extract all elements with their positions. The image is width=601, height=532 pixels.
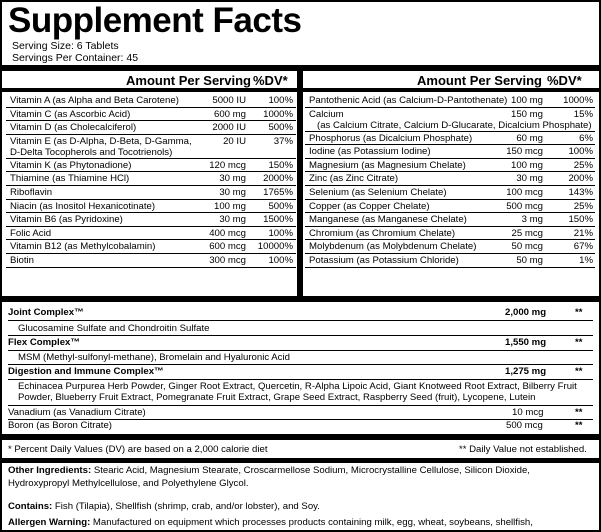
nutrient-row: [6, 159, 296, 173]
nutrient-amount: 30 mg: [516, 173, 543, 185]
nutrient-amount: 100 mg: [511, 159, 543, 171]
nutrient-name: Magnesium (as Magnesium Chelate): [309, 159, 466, 171]
nutrient-name: Biotin: [10, 255, 34, 266]
nutrient-name-cont: D-Delta Tocopherols and Tocotrienols): [10, 146, 173, 158]
nutrient-name: Vitamin B12 (as Methylcobalamin): [10, 241, 156, 253]
nutrient-row: [305, 240, 595, 254]
nutrient-row: [6, 94, 296, 108]
nutrient-row: [6, 213, 296, 227]
nutrient-row: [6, 254, 296, 268]
blend-amount: 1,275 mg: [505, 366, 547, 377]
footnote-divider: [2, 458, 599, 463]
nutrient-name: Molybdenum (as Molybdenum Chelate): [309, 241, 477, 253]
blend-digestion: [8, 364, 593, 380]
nutrient-name: Chromium (as Chromium Chelate): [309, 227, 456, 239]
blend-dv: **: [575, 307, 583, 318]
nutrient-amount: 100 mg: [214, 200, 246, 212]
allergen-label: Allergen Warning:: [8, 517, 91, 528]
nutrient-amount: 2000 IU: [212, 122, 246, 134]
mineral-name: Vanadium (as Vanadium Citrate): [8, 407, 146, 418]
nutrient-name: Vitamin K (as Phytonadione): [10, 159, 132, 171]
contains-label: Contains:: [8, 501, 53, 512]
nutrient-name: Vitamin D (as Cholecalciferol): [10, 122, 137, 134]
nutrient-row: [305, 132, 595, 146]
nutrient-row: [6, 240, 296, 254]
nutrient-dv: 500%: [268, 122, 293, 134]
nutrient-name: Vitamin E (as D-Alpha, D-Beta, D-Gamma,: [10, 135, 192, 147]
nutrient-amount: 400 mcg: [209, 227, 246, 239]
nutrient-row: [305, 172, 595, 186]
blend-joint: [8, 305, 593, 321]
blend-amount: 1,550 mg: [505, 337, 547, 348]
other-ingredients-text-2: Hydroxypropyl Methylcellulose, and Polyethylene Glycol.: [8, 478, 249, 489]
nutrient-amount: 100 mg: [511, 95, 543, 106]
nutrient-row: [305, 145, 595, 159]
blend-name: Digestion and Immune Complex™: [8, 366, 164, 377]
column-divider: [297, 71, 303, 296]
nutrient-row: [6, 186, 296, 200]
right-amount-header: Amount Per Serving: [417, 73, 542, 88]
mineral-amount: 10 mcg: [512, 407, 544, 418]
nutrient-amount: 20 IU: [223, 135, 246, 147]
nutrient-name: Vitamin A (as Alpha and Beta Carotene): [10, 95, 179, 106]
nutrient-name: Copper (as Copper Chelate): [309, 200, 430, 212]
nutrient-dv: 143%: [568, 187, 593, 198]
nutrient-row: [6, 108, 296, 122]
blend-description: Powder, Blueberry Fruit Extract, Pomegranate Fruit Extract, Grape Seed Extract, Raspberry Seed (fruit), Lycopene, Lutein: [18, 392, 536, 403]
nutrient-row: [305, 186, 595, 200]
contains: [8, 500, 593, 513]
nutrient-name: Niacin (as Inositol Hexanicotinate): [10, 200, 156, 212]
contains-text: Fish (Tilapia), Shellfish (shrimp, crab, and/or lobster), and Soy.: [52, 501, 320, 512]
nutrient-amount: 100 mcg: [506, 187, 543, 198]
nutrient-row: [6, 200, 296, 214]
nutrient-dv: 150%: [568, 214, 593, 226]
other-ingredients-text: Stearic Acid, Magnesium Stearate, Croscarmellose Sodium, Microcrystalline Cellulose, Silicon Dioxide,: [91, 465, 530, 476]
blend-description: Glucosamine Sulfate and Chondroitin Sulfate: [18, 323, 210, 334]
other-ingredients-label: Other Ingredients:: [8, 465, 92, 476]
nutrient-name: Thiamine (as Thiamine HCl): [10, 173, 130, 185]
nutrient-row: [305, 200, 595, 214]
mineral-boron: [8, 419, 593, 432]
nutrient-amount: 150 mg: [511, 108, 543, 120]
header-underline: [2, 88, 599, 92]
nutrient-row: [6, 121, 296, 135]
mineral-name: Boron (as Boron Citrate): [8, 420, 112, 431]
nutrient-name: Selenium (as Selenium Chelate): [309, 187, 447, 198]
right-dv-header: %DV*: [547, 73, 582, 88]
nutrient-row: [305, 227, 595, 241]
nutrient-name: Potassium (as Potassium Chloride): [309, 255, 459, 266]
nutrient-dv: 100%: [268, 227, 293, 239]
nutrient-amount: 600 mg: [214, 108, 246, 120]
nutrient-row: [6, 172, 296, 186]
nutrient-row: [6, 227, 296, 241]
nutrient-dv: 1000%: [263, 108, 293, 120]
nutrient-dv: 1000%: [563, 95, 593, 106]
nutrient-dv: 100%: [268, 255, 293, 266]
other-ingredients: [8, 464, 593, 492]
footnote-dv: * Percent Daily Values (DV) are based on a 2,000 calorie diet: [8, 444, 268, 455]
supplement-facts-panel: [2, 2, 599, 530]
nutrient-amount: 300 mcg: [209, 255, 246, 266]
footnote-not-established: ** Daily Value not established.: [459, 444, 587, 455]
nutrient-dv: 500%: [268, 200, 293, 212]
nutrient-amount: 3 mg: [521, 214, 543, 226]
left-dv-header: %DV*: [253, 73, 288, 88]
mineral-vanadium: [8, 405, 593, 420]
panel-title: Supplement Facts: [8, 2, 302, 40]
nutrient-dv: 37%: [273, 135, 293, 147]
nutrient-dv: 25%: [573, 200, 593, 212]
vitamins-column: [6, 71, 296, 296]
nutrient-dv: 10000%: [257, 241, 293, 253]
nutrient-dv: 25%: [573, 159, 593, 171]
nutrient-dv: 1765%: [263, 187, 293, 198]
nutrient-dv: 1%: [579, 255, 593, 266]
nutrient-name: Vitamin B6 (as Pyridoxine): [10, 214, 123, 226]
nutrient-dv: 21%: [573, 227, 593, 239]
nutrient-name: Calcium: [309, 108, 344, 120]
nutrient-dv: 100%: [268, 95, 293, 106]
allergen-text: Manufactured on equipment which processes products containing milk, egg, wheat, soybeans, shellfish,: [90, 517, 533, 528]
nutrient-dv: 6%: [579, 132, 593, 144]
servings-per-container: Servings Per Container: 45: [12, 52, 139, 64]
mineral-dv: **: [575, 407, 583, 418]
mineral-dv: **: [575, 420, 583, 431]
nutrient-amount: 120 mcg: [209, 159, 246, 171]
blend-name: Joint Complex™: [8, 307, 84, 318]
blends-bottom-divider: [2, 434, 599, 440]
nutrient-amount: 50 mcg: [511, 241, 543, 253]
nutrient-row: [305, 213, 595, 227]
nutrient-dv: 2000%: [263, 173, 293, 185]
nutrient-row: [305, 108, 595, 132]
nutrient-amount: 500 mcg: [506, 200, 543, 212]
nutrient-amount: 30 mg: [219, 214, 246, 226]
vitamins-bottom-divider: [2, 296, 599, 302]
blend-dv: **: [575, 366, 583, 377]
nutrient-row: [305, 159, 595, 173]
nutrient-name: Vitamin C (as Ascorbic Acid): [10, 108, 131, 120]
nutrient-row: [305, 94, 595, 108]
mineral-amount: 500 mcg: [506, 420, 543, 431]
nutrient-dv: 67%: [573, 241, 593, 253]
blend-name: Flex Complex™: [8, 337, 80, 348]
blend-dv: **: [575, 337, 583, 348]
nutrient-amount: 5000 IU: [212, 95, 246, 106]
nutrient-amount: 30 mg: [219, 187, 246, 198]
blend-digestion-desc: [8, 380, 593, 405]
blend-amount: 2,000 mg: [505, 307, 547, 318]
blend-joint-desc: [8, 322, 593, 335]
nutrient-amount: 50 mg: [516, 255, 543, 266]
allergen-warning: [8, 516, 593, 529]
nutrient-amount: 30 mg: [219, 173, 246, 185]
nutrient-dv: 150%: [268, 159, 293, 171]
blend-description: MSM (Methyl-sulfonyl-methane), Bromelain and Hyaluronic Acid: [18, 352, 290, 363]
nutrient-amount: 600 mcg: [209, 241, 246, 253]
left-amount-header: Amount Per Serving: [126, 73, 251, 88]
nutrient-dv: 15%: [573, 108, 593, 120]
nutrient-amount: 25 mcg: [511, 227, 543, 239]
nutrient-name: Folic Acid: [10, 227, 52, 239]
nutrient-row: [305, 254, 595, 268]
nutrient-name: Iodine (as Potassium Iodine): [309, 146, 431, 158]
nutrient-dv: 100%: [568, 146, 593, 158]
nutrient-name: Phosphorus (as Dicalcium Phosphate): [309, 132, 473, 144]
minerals-column: [305, 71, 595, 296]
serving-size: Serving Size: 6 Tablets: [12, 40, 119, 52]
nutrient-row: [6, 135, 296, 159]
nutrient-dv: 200%: [568, 173, 593, 185]
nutrient-amount: 150 mcg: [506, 146, 543, 158]
blend-flex-desc: [8, 351, 593, 364]
nutrient-name: Manganese (as Manganese Chelate): [309, 214, 467, 226]
nutrient-name: Zinc (as Zinc Citrate): [309, 173, 399, 185]
nutrient-name: Pantothenic Acid (as Calcium-D-Pantothenate): [309, 95, 508, 106]
blend-flex: [8, 335, 593, 351]
footnotes: [8, 443, 593, 456]
nutrient-name-cont: (as Calcium Citrate, Calcium D-Glucarate, Dicalcium Phosphate): [317, 119, 592, 131]
nutrient-amount: 60 mg: [516, 132, 543, 144]
nutrient-name: Riboflavin: [10, 187, 53, 198]
nutrient-dv: 1500%: [263, 214, 293, 226]
blend-description: Echinacea Purpurea Herb Powder, Ginger Root Extract, Quercetin, R-Alpha Lipoic Acid, Giant Knotweed Root Extract, Bilberry Fruit: [18, 381, 577, 392]
